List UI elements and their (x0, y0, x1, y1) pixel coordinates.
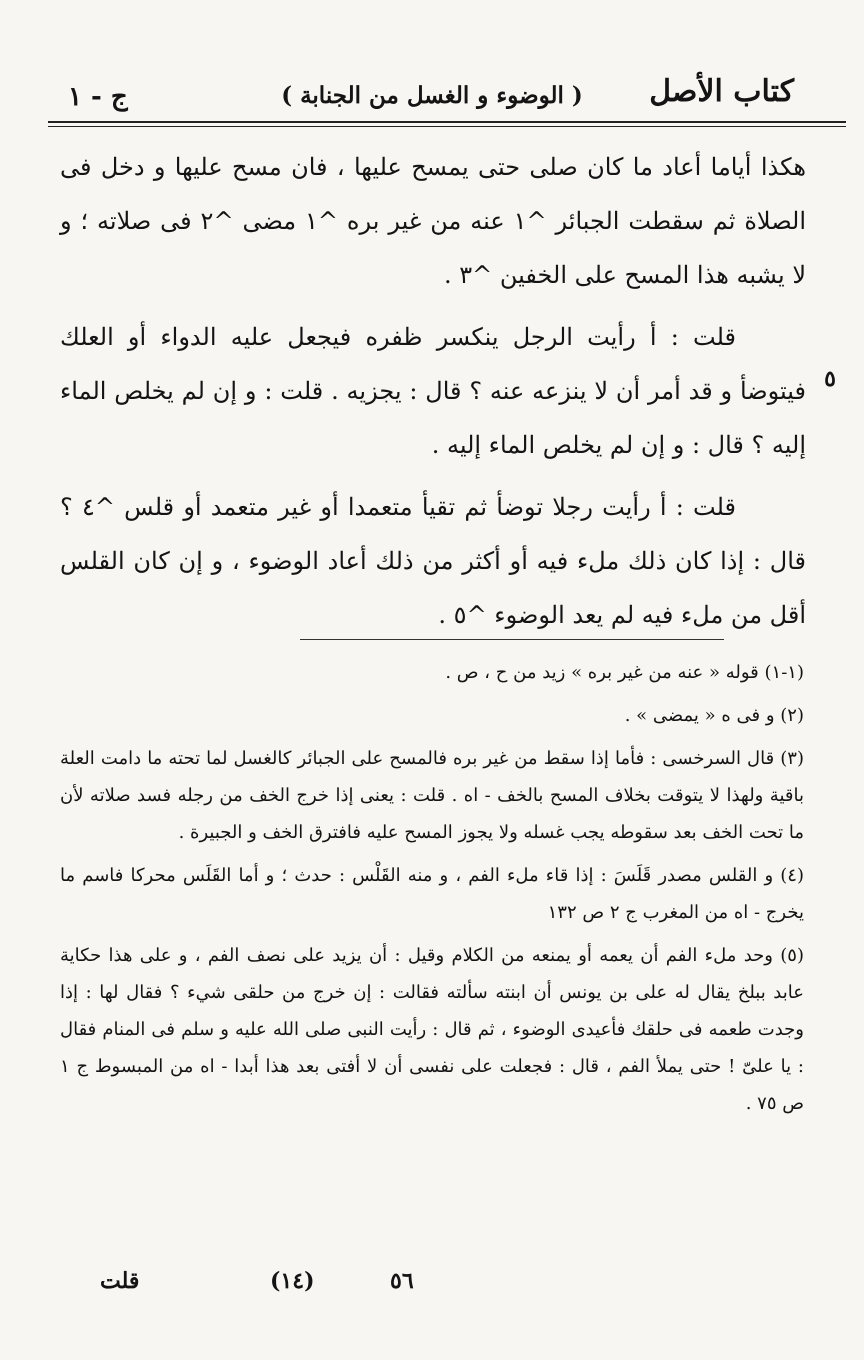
page-number: ٥٦ (390, 1268, 414, 1294)
footnote-separator (300, 639, 724, 640)
header-rule (48, 121, 846, 123)
footnote-1: (١-١) قوله « عنه من غير بره » زيد من ح ، ص . (445, 662, 804, 683)
footnote-3: (٣) قال السرخسى : فأما إذا سقط من غير بره فالمسح على الجبائر كالغسل لما تحته ما دامت العلة باقية ولهذا لا يتوقت بخلاف المسح بالخف - اه . قلت : يعنى إذا خرج الخف من رجله فسد صلاته لأن ما تحت الخف بعد سقوطه يجب غسله ولا يجوز المسح عليه فافترق الخف و الجبيرة . (60, 748, 804, 843)
paragraph-1: هكذا أياما أعاد ما كان صلى حتى يمسح عليها ، فان مسح عليها و دخل فى الصلاة ثم سقطت الجبائر ^١ عنه من غير بره ^١ مضى ^٢ فى صلاته ؛ و لا يشبه هذا المسح على الخفين ^٣ . (60, 153, 807, 289)
signature-mark: (١٤) (270, 1268, 315, 1294)
chapter-title: ( الوضوء و الغسل من الجنابة ) (281, 82, 583, 109)
header-rule-thin (48, 126, 846, 127)
paragraph-3: قلت : أ رأيت رجلا توضأ ثم تقيأ متعمدا أو غير متعمد أو قلس ^٤ ؟ قال : إذا كان ذلك ملء فيه أو أكثر من ذلك أعاد الوضوء ، و إن كان القلس أقل من ملء فيه لم يعد الوضوء ^٥ . (60, 493, 806, 629)
footnote-2: (٢) و فى ه « يمضى » . (624, 705, 804, 726)
footnote-4: (٤) و القلس مصدر قَلَسَ : إذا قاء ملء الفم ، و منه القَلْس : حدث ؛ و أما القَلَس محركا فاسم ما يخرج - اه من المغرب ج ٢ ص ١٣٢ (60, 865, 804, 923)
main-text (60, 140, 806, 650)
page-footer (60, 1268, 804, 1308)
book-title: كتاب الأصل (649, 74, 794, 109)
footnote-5: (٥) وحد ملء الفم أن يعمه أو يمنعه من الكلام وقيل : أن يزيد على نصف الفم ، و على هذا حكاية عابد ببلخ يقال له على بن يونس أن ابنته سألته فقالت : إن خرج من حلقى شيء ؟ فقال لها : إذا وجدت طعمه فى حلقك فأعيدى الوضوء ، ثم قال : رأيت النبى صلى الله عليه و سلم فى المنام فقال : يا علىّ ! حتى يملأ الفم ، قال : فجعلت على نفسى أن لا أفتى بعد هذا أبدا - اه من المبسوط ج ١ ص ٧٥ . (60, 945, 804, 1114)
paragraph-2: قلت : أ رأيت الرجل ينكسر ظفره فيجعل عليه الدواء أو العلك فيتوضأ و قد أمر أن لا ينزعه عنه ؟ قال : يجزيه . قلت : و إن لم يخلص الماء إليه ؟ قال : و إن لم يخلص الماء إليه . (60, 323, 806, 459)
volume-label: ج - ١ (68, 82, 128, 112)
line-number-marker: ٥ (824, 366, 836, 392)
footnotes (60, 654, 804, 1128)
running-header (60, 70, 804, 120)
catchword: قلت (100, 1268, 140, 1294)
